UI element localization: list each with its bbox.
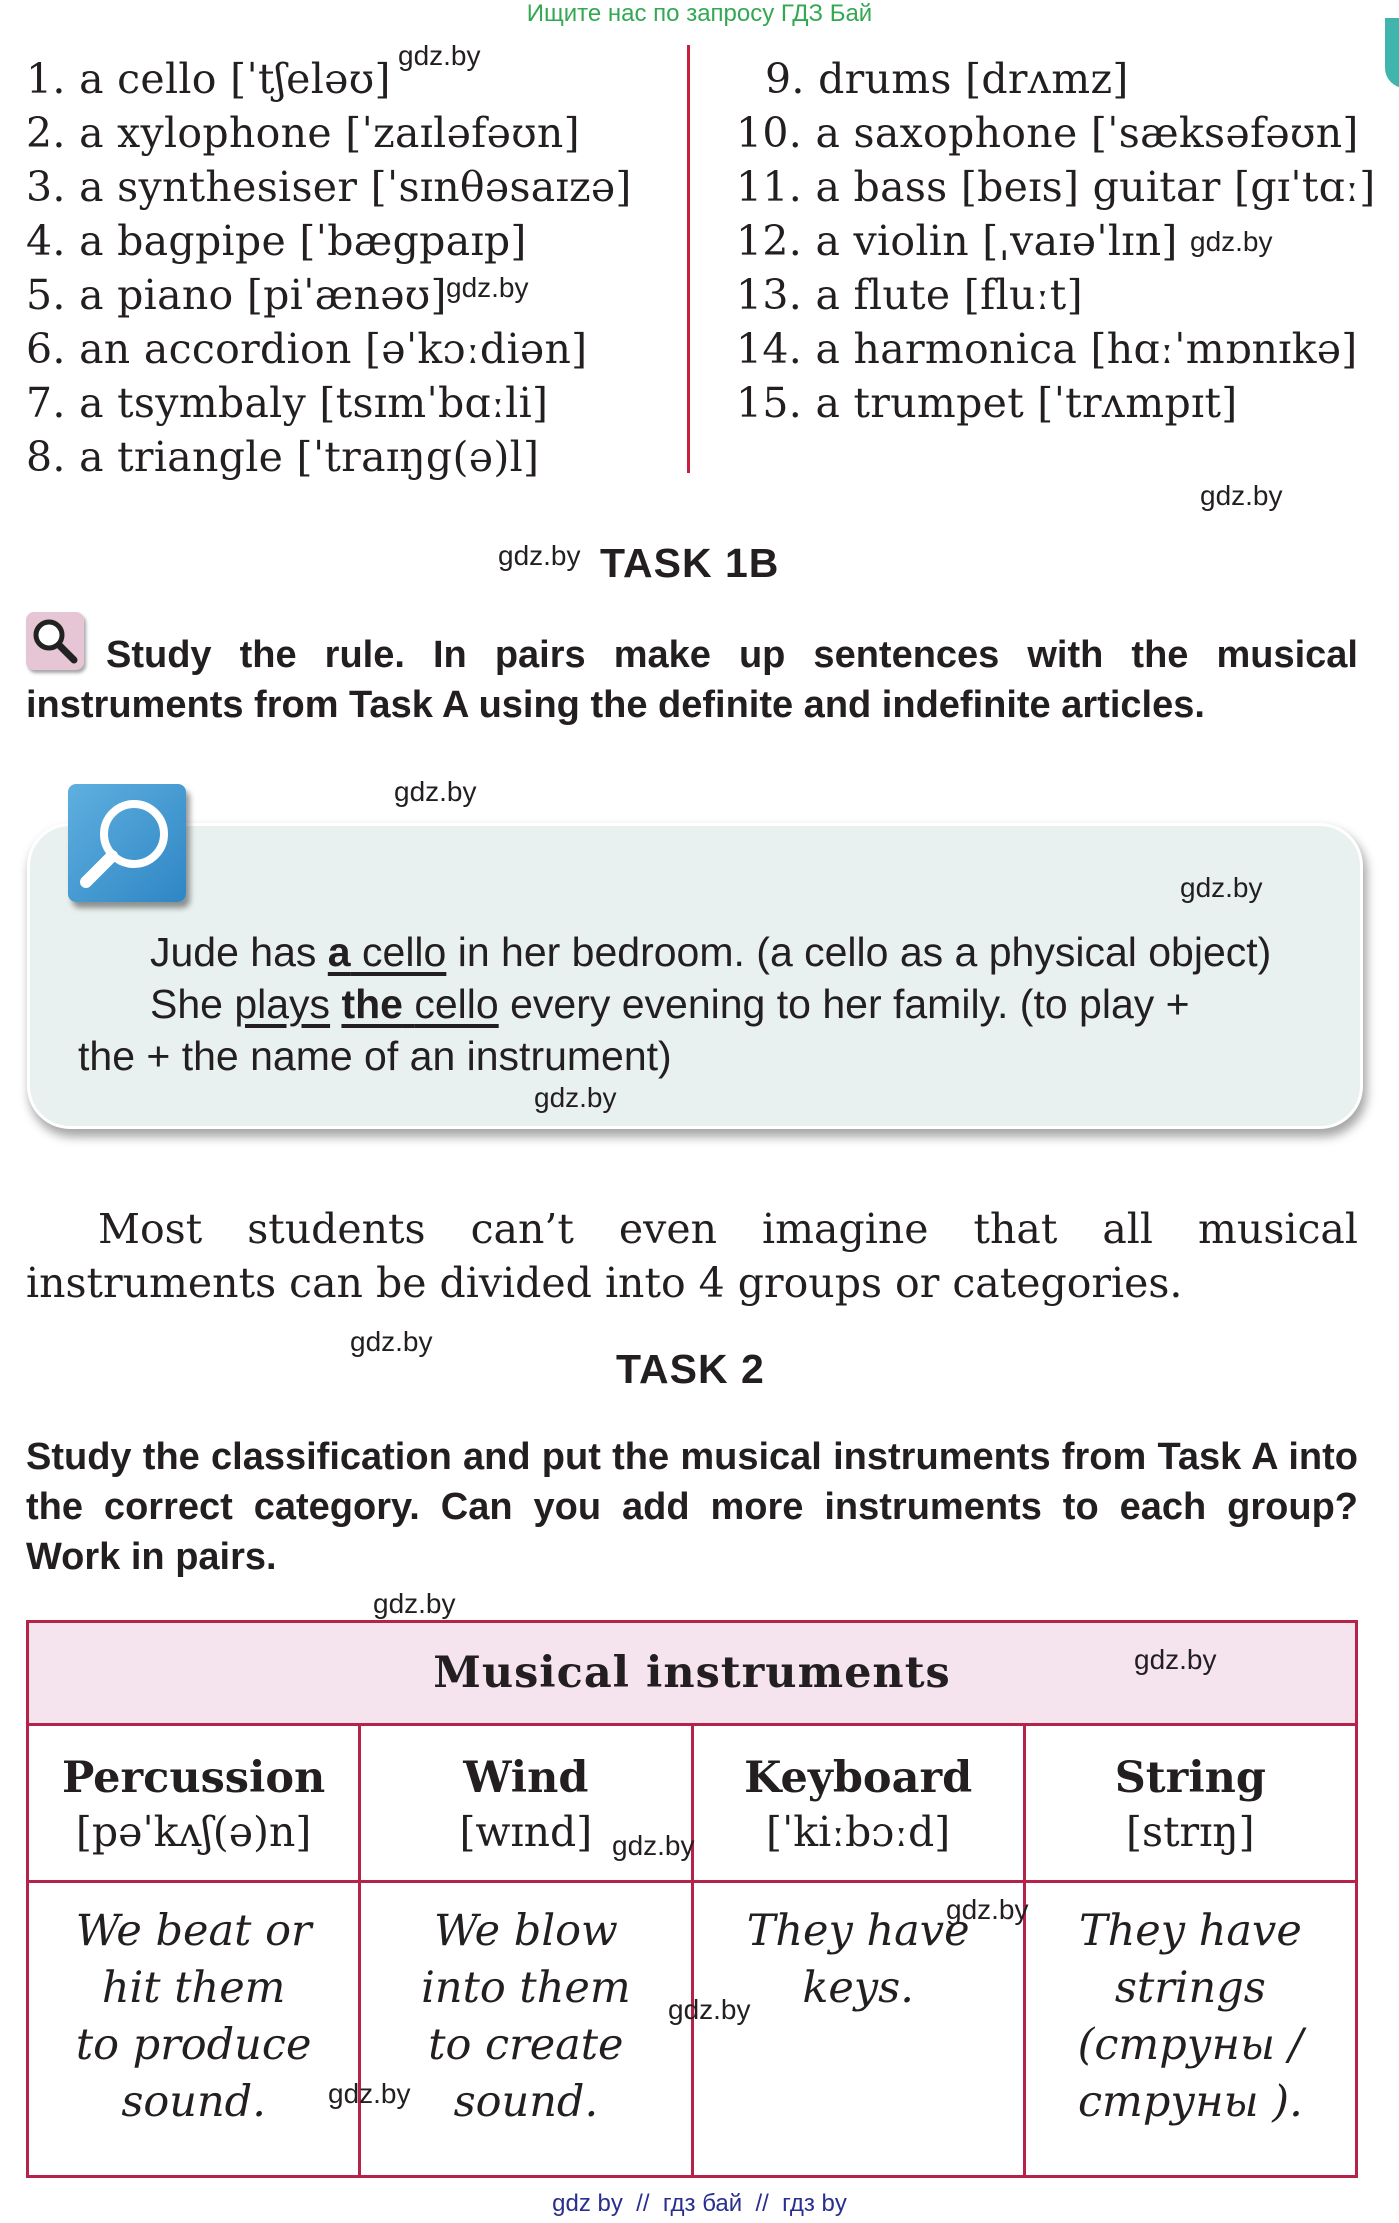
vocab-list-left: [26, 52, 632, 484]
vocab-number: 4.: [26, 217, 66, 265]
vocab-number: 10.: [736, 109, 803, 157]
watermark: gdz.by: [668, 1994, 751, 2025]
vocab-text: a violin [ˌvaɪəˈlɪn]: [815, 217, 1178, 265]
vocab-number: 2.: [26, 109, 66, 157]
vocab-item: [736, 322, 1376, 376]
vocab-item: [26, 214, 632, 268]
intro-paragraph: Most students can’t even imagine that all musical instruments can be divided into 4 groups or categories.: [26, 1205, 1358, 1307]
vocab-number: 15.: [736, 379, 803, 427]
category-pronunciation: [wɪnd]: [459, 1808, 593, 1856]
vocab-text: a cello [ˈtʃeləʊ]: [79, 55, 391, 103]
watermark: gdz.by: [373, 1588, 456, 1619]
vocab-item: [736, 268, 1376, 322]
vocab-text: a bass [beɪs] guitar [gɪˈtɑː]: [815, 163, 1376, 211]
category-pronunciation: [ˈkiːbɔːd]: [765, 1808, 951, 1856]
rule-example-1: Jude has a cello in her bedroom. (a cello as a physical object): [150, 929, 1272, 975]
category-name: String: [1114, 1753, 1266, 1803]
vocab-text: a trumpet [ˈtrʌmpɪt]: [815, 379, 1238, 427]
description-percussion: We beat or hit them to produce sound.: [28, 1882, 360, 2177]
vocab-number: 6.: [26, 325, 66, 373]
vocab-number: 1.: [26, 55, 66, 103]
vocab-item: [26, 268, 632, 322]
description-wind: We blow into them to create sound.: [360, 1882, 692, 2177]
vocab-text: a triangle [ˈtraɪŋg(ə)l]: [79, 433, 540, 481]
vocab-number: 12.: [736, 217, 803, 265]
task2-instruction: Study the classification and put the musical instruments from Task A into the correct category. Can you add more instruments to each group? Work in pairs.: [26, 1436, 1358, 1578]
watermark: gdz.by: [398, 40, 481, 71]
task1b-title: TASK 1B: [600, 540, 780, 586]
vocab-item: [26, 322, 632, 376]
rule-example-2: She plays the cello every evening to her family. (to play +: [150, 981, 1190, 1027]
vocab-text: an accordion [əˈkɔːdiən]: [79, 325, 588, 373]
column-divider: [687, 45, 690, 473]
category-pronunciation: [pəˈkʌʃ(ə)n]: [75, 1808, 312, 1856]
vocab-item: [26, 106, 632, 160]
vocab-text: drums [drʌmz]: [818, 55, 1129, 103]
vocab-number: 3.: [26, 163, 66, 211]
description-string: They have strings (струны / струны ).: [1024, 1882, 1356, 2177]
category-name: Keyboard: [744, 1753, 973, 1803]
category-string: [1024, 1725, 1356, 1882]
vocab-item: [736, 106, 1376, 160]
vocab-item: [26, 160, 632, 214]
table-title: Musical instruments: [28, 1622, 1357, 1725]
vocab-text: a tsymbaly [tsɪmˈbɑːli]: [79, 379, 549, 427]
vocab-item: [26, 52, 632, 106]
vocab-text: a synthesiser [ˈsɪnθəsaɪzə]: [79, 163, 632, 211]
watermark: gdz.by: [1190, 226, 1273, 257]
vocab-text: a flute [fluːt]: [815, 271, 1083, 319]
watermark: gdz.by: [612, 1830, 695, 1861]
footer: gdz by // гдз бай // гдз by: [552, 2190, 847, 2217]
vocab-item: [736, 376, 1376, 430]
vocab-text: a piano [piˈænəʊ]: [79, 271, 447, 319]
vocab-list-right: [736, 52, 1376, 430]
classification-table: [26, 1620, 1358, 2178]
rule-example-2-cont: the + the name of an instrument): [78, 1033, 672, 1079]
vocab-number: 7.: [26, 379, 66, 427]
watermark: gdz.by: [1180, 872, 1263, 903]
task2-title: TASK 2: [616, 1346, 765, 1392]
vocab-item: [26, 376, 632, 430]
description-keyboard: They have keys.: [692, 1882, 1024, 2177]
vocab-text: a bagpipe [ˈbægpaɪp]: [79, 217, 527, 265]
watermark: gdz.by: [350, 1326, 433, 1357]
vocab-item: [736, 52, 1376, 106]
watermark: gdz.by: [534, 1082, 617, 1113]
watermark: gdz.by: [946, 1894, 1029, 1925]
watermark: gdz.by: [446, 272, 529, 303]
top-banner: Ищите нас по запросу ГДЗ Бай: [526, 0, 873, 27]
category-name: Wind: [463, 1753, 589, 1803]
vocab-number: 14.: [736, 325, 803, 373]
vocab-item: [736, 160, 1376, 214]
category-percussion: [28, 1725, 360, 1882]
watermark: gdz.by: [328, 2078, 411, 2109]
vocab-item: [26, 430, 632, 484]
category-pronunciation: [strɪŋ]: [1126, 1808, 1255, 1856]
vocab-number: 8.: [26, 433, 66, 481]
watermark: gdz.by: [394, 776, 477, 807]
magnifier-icon: [68, 784, 186, 902]
category-name: Percussion: [61, 1753, 326, 1803]
vocab-text: a harmonica [hɑːˈmɒnɪkə]: [815, 325, 1358, 373]
vocab-number: 11.: [736, 163, 803, 211]
vocab-text: a saxophone [ˈsæksəfəʊn]: [815, 109, 1359, 157]
vocab-number: 9.: [765, 55, 805, 103]
vocab-text: a xylophone [ˈzaɪləfəʊn]: [79, 109, 580, 157]
vocab-number: 5.: [26, 271, 66, 319]
corner-tab-decoration: [1385, 18, 1399, 88]
vocab-item: [736, 214, 1376, 268]
watermark: gdz.by: [1200, 480, 1283, 511]
task1b-instruction: Study the rule. In pairs make up sentences with the musical instruments from Task A using the definite and indefinite articles.: [26, 634, 1358, 726]
watermark: gdz.by: [1134, 1644, 1217, 1675]
category-keyboard: [692, 1725, 1024, 1882]
watermark: gdz.by: [498, 540, 581, 571]
vocab-number: 13.: [736, 271, 803, 319]
